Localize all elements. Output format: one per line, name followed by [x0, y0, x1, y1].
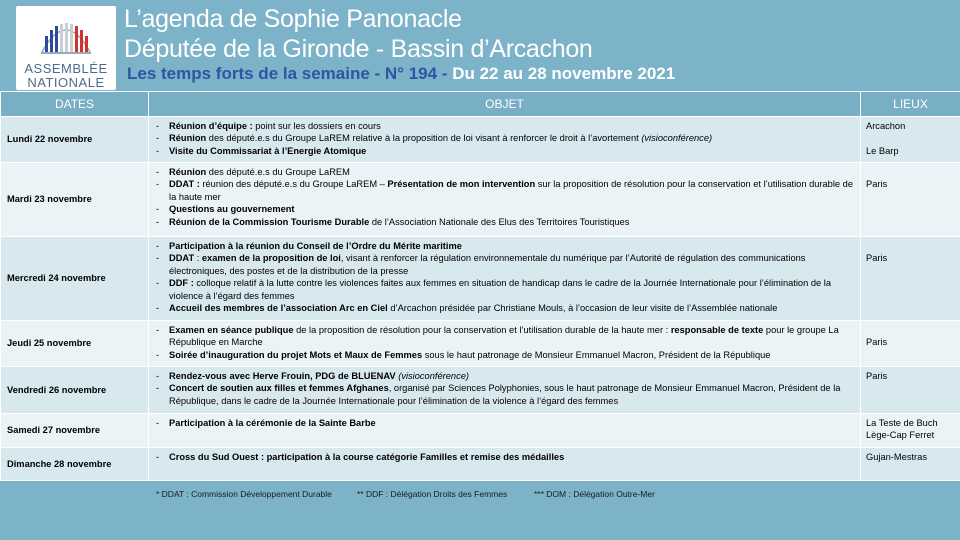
row-objet: [149, 117, 861, 163]
table-row: [1, 414, 960, 448]
item-text-segment: Examen en séance publique: [169, 325, 294, 335]
item-text-segment: , visant à renforcer la régulation environnementale du numérique par l’Autorité de régulation des communications électroniques, des postes et de la distribution de la presse: [169, 253, 806, 276]
hemicycle-crest-icon: [38, 12, 94, 58]
list-item: [154, 145, 855, 157]
row-date: Vendredi 26 novembre: [1, 367, 149, 414]
list-item: [154, 370, 855, 382]
week-date-range: Du 22 au 28 novembre 2021: [452, 64, 676, 83]
row-objet: [149, 163, 861, 237]
item-text-segment: DDAT :: [169, 179, 200, 190]
footnote-ddf: ** DDF : Délégation Droits des Femmes: [357, 489, 508, 499]
item-text-segment: Visite du Commissariat à l’Energie Atomique: [169, 145, 367, 156]
item-text-segment: des député.e.s du Groupe LaREM: [206, 167, 350, 177]
item-text-segment: DDAT: [169, 253, 195, 264]
table-row: [1, 448, 960, 481]
location-text: Paris: [866, 253, 888, 264]
week-number-label: Les temps forts de la semaine - N° 194 -: [127, 64, 448, 83]
location-text: [866, 240, 955, 252]
list-item: [154, 324, 855, 349]
location-text: [866, 324, 955, 336]
location-text: [866, 132, 955, 144]
item-text-segment: responsable de texte: [670, 325, 764, 335]
list-item: [154, 240, 855, 252]
row-date: Mardi 23 novembre: [1, 163, 149, 237]
row-objet: [149, 237, 861, 321]
row-objet: [149, 321, 861, 367]
list-item: [154, 417, 855, 429]
row-lieux: [861, 414, 960, 448]
location-text: Paris: [866, 337, 888, 348]
item-text-segment: Concert de soutien aux filles et femmes Afghanes: [169, 383, 389, 394]
item-text-segment: :: [194, 253, 202, 264]
item-text-segment: d’Arcachon présidée par Christiane Mouls, à l’occasion de leur visite de l’Assemblée nationale: [387, 303, 778, 314]
row-lieux: [861, 163, 960, 237]
item-text-segment: Réunion: [169, 167, 207, 177]
row-lieux: [861, 367, 960, 414]
list-item: [154, 252, 855, 277]
week-subtitle: [127, 64, 675, 84]
row-date: Samedi 27 novembre: [1, 414, 149, 448]
agenda-table: [0, 91, 960, 481]
list-item: [154, 216, 855, 228]
list-item: [154, 120, 855, 132]
location-text: Gujan-Mestras: [866, 452, 927, 462]
footnote-ddat: * DDAT : Commission Développement Durable: [156, 489, 332, 499]
item-text-segment: Questions au gouvernement: [169, 204, 295, 215]
row-objet: [149, 414, 861, 448]
page-title: L’agenda de Sophie Panonacle: [124, 5, 462, 33]
row-objet: [149, 448, 861, 481]
item-text-segment: Soirée d’inauguration du projet Mots et Maux de Femmes: [169, 349, 423, 360]
location-text: Le Barp: [866, 145, 899, 156]
item-text-segment: de la proposition de résolution pour la conservation et l’utilisation durable de la haute mer :: [293, 325, 671, 335]
item-text-segment: point sur les dossiers en cours: [252, 121, 381, 131]
item-text-segment: Réunion: [169, 133, 207, 144]
footnote-dom: *** DOM : Délégation Outre-Mer: [534, 489, 655, 499]
list-item: [154, 349, 855, 361]
list-item: [154, 132, 855, 144]
list-item: [154, 203, 855, 215]
item-text-segment: des député.e.s du Groupe LaREM relative à la proposition de loi visant à renforcer le droit à l’avortement: [206, 133, 642, 144]
location-text: Paris: [866, 179, 888, 190]
item-text-segment: Participation à la cérémonie de la Sainte Barbe: [169, 418, 376, 428]
location-text: Arcachon: [866, 121, 906, 131]
row-lieux: [861, 237, 960, 321]
item-text-segment: pour le groupe La République en Marche: [169, 325, 839, 348]
list-item: [154, 451, 855, 463]
list-item: [154, 302, 855, 314]
list-item: [154, 382, 855, 407]
table-row: [1, 237, 960, 321]
item-text-segment: colloque relatif à la lutte contre les violences faites aux femmes en situation de handicap dans le cadre de la Journée Internationale pour l’élimination de la violence à l’égard des femmes: [169, 278, 832, 301]
item-text-segment: Réunion de la Commission Tourisme Durable: [169, 216, 370, 227]
item-text-segment: réunion des député.e.s du Groupe LaREM –: [199, 179, 388, 190]
location-text: Paris: [866, 371, 888, 381]
row-date: Jeudi 25 novembre: [1, 321, 149, 367]
item-text-segment: (visioconférence): [398, 371, 470, 381]
row-objet: [149, 367, 861, 414]
item-text-segment: sous le haut patronage de Monsieur Emmanuel Macron, Président de la République: [422, 349, 771, 360]
table-row: [1, 117, 960, 163]
item-text-segment: Rendez-vous avec Herve Frouin, PDG de BLUENAV: [169, 371, 396, 381]
item-text-segment: , organisé par Sciences Polyphonies, sous le haut patronage de Monsieur Emmanuel Macron, Président de la République, dans le cadre de la Journée Internationale pour l’élimination de la violence à l’égard des femmes: [169, 383, 841, 406]
item-text-segment: (visioconférence): [641, 133, 713, 144]
column-header-dates: DATES: [1, 92, 149, 117]
location-text: [866, 166, 955, 178]
item-text-segment: Cross du Sud Ouest : participation à la course catégorie Familles et remise des médailles: [169, 452, 565, 462]
column-header-objet: OBJET: [149, 92, 861, 117]
column-header-lieux: LIEUX: [861, 92, 960, 117]
list-item: [154, 178, 855, 203]
item-text-segment: de l’Association Nationale des Elus des Territoires Touristiques: [369, 216, 630, 227]
logo-text-line1: ASSEMBLÉE: [24, 61, 108, 76]
item-text-segment: sur la proposition de résolution pour la conservation et l’utilisation durable de la haute mer: [169, 179, 854, 202]
row-lieux: [861, 448, 960, 481]
logo-text-line2: NATIONALE: [27, 75, 105, 90]
item-text-segment: Participation à la réunion du Conseil de l’Ordre du Mérite maritime: [169, 241, 462, 251]
row-date: Lundi 22 novembre: [1, 117, 149, 163]
list-item: [154, 166, 855, 178]
row-date: Dimanche 28 novembre: [1, 448, 149, 481]
table-row: [1, 163, 960, 237]
page-subtitle-deputy: Députée de la Gironde - Bassin d’Arcachon: [124, 35, 593, 63]
location-text: Lège-Cap Ferret: [866, 430, 935, 441]
table-row: [1, 367, 960, 414]
row-lieux: [861, 321, 960, 367]
item-text-segment: Réunion d’équipe :: [169, 121, 253, 131]
list-item: [154, 277, 855, 302]
row-date: Mercredi 24 novembre: [1, 237, 149, 321]
assemblee-nationale-logo: [16, 6, 116, 90]
item-text-segment: examen de la proposition de loi: [201, 253, 341, 264]
item-text-segment: Présentation de mon intervention: [387, 179, 536, 190]
item-text-segment: DDF :: [169, 278, 194, 289]
row-lieux: [861, 117, 960, 163]
table-header-row: [1, 92, 960, 117]
item-text-segment: Accueil des membres de l’association Arc en Ciel: [169, 303, 388, 314]
table-row: [1, 321, 960, 367]
location-text: La Teste de Buch: [866, 418, 938, 428]
